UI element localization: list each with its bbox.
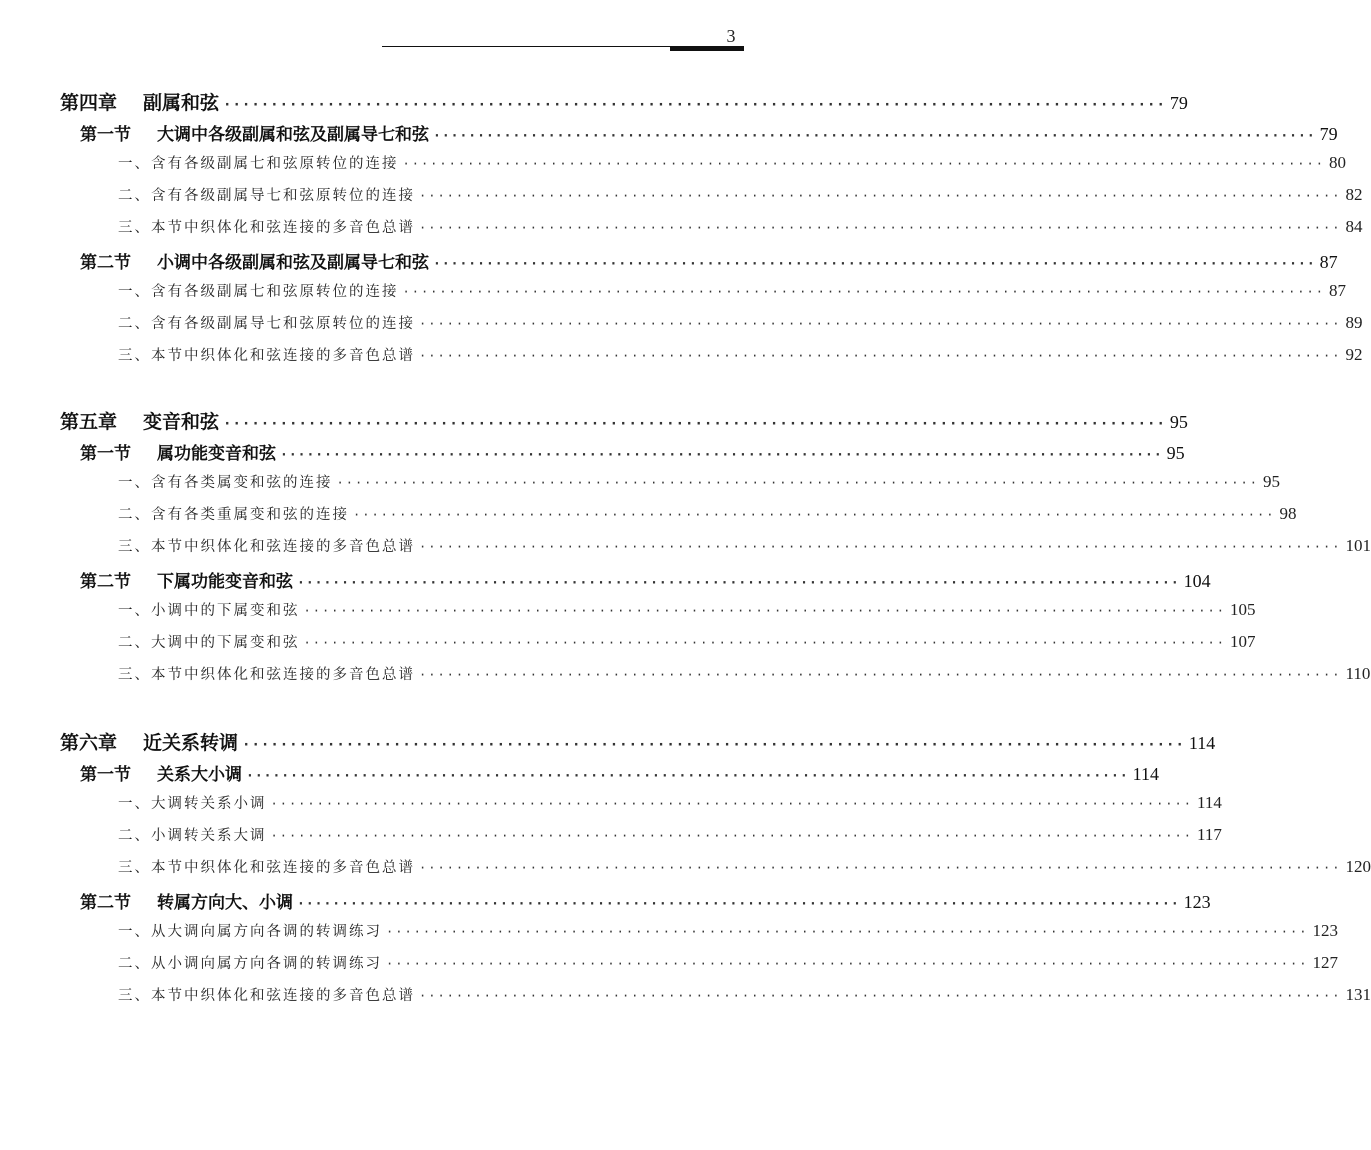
entry-number: 第一节 xyxy=(80,444,131,464)
entry-page: 131 xyxy=(1345,985,1371,1004)
entry-page: 89 xyxy=(1345,313,1363,332)
entry-number: 三、 xyxy=(118,539,151,555)
leader-dots: ···································································································· xyxy=(419,668,1342,682)
entry-number: 一、 xyxy=(118,924,151,940)
toc-item[interactable] xyxy=(118,280,1346,301)
entry-page: 123 xyxy=(1183,892,1211,912)
leader-dots: ···································································································· xyxy=(223,97,1166,113)
entry-page: 104 xyxy=(1183,571,1211,591)
entry-number: 三、 xyxy=(118,860,151,876)
entry-title: 副属和弦 xyxy=(143,92,220,114)
entry-page: 95 xyxy=(1262,472,1280,491)
entry-title: 近关系转调 xyxy=(143,732,239,754)
toc-item[interactable] xyxy=(118,663,1371,684)
entry-number: 一、 xyxy=(118,156,151,172)
entry-title: 含有各级副属七和弦原转位的连接 xyxy=(151,156,399,172)
leader-dots: ···································································································· xyxy=(297,576,1180,591)
entry-title: 本节中织体化和弦连接的多音色总谱 xyxy=(151,860,415,876)
leader-dots: ···································································································· xyxy=(280,448,1163,463)
entry-page: 87 xyxy=(1328,281,1346,300)
toc-item[interactable] xyxy=(118,599,1256,620)
entry-page: 110 xyxy=(1345,664,1371,683)
entry-page: 95 xyxy=(1169,412,1188,432)
leader-dots: ···································································································· xyxy=(419,989,1342,1003)
entry-title: 从大调向属方向各调的转调练习 xyxy=(151,924,382,940)
leader-dots: ···································································································· xyxy=(270,829,1193,843)
entry-number: 第四章 xyxy=(60,92,118,114)
entry-title: 小调中各级副属和弦及副属导七和弦 xyxy=(157,253,429,273)
entry-title: 本节中织体化和弦连接的多音色总谱 xyxy=(151,988,415,1004)
toc-chapter[interactable] xyxy=(60,407,1188,434)
leader-dots: ···································································································· xyxy=(353,508,1276,522)
toc-item[interactable] xyxy=(118,184,1363,205)
entry-title: 大调中各级副属和弦及副属导七和弦 xyxy=(157,125,429,145)
entry-title: 本节中织体化和弦连接的多音色总谱 xyxy=(151,667,415,683)
entry-title: 关系大小调 xyxy=(157,765,242,785)
toc-item[interactable] xyxy=(118,824,1222,845)
entry-title: 小调中的下属变和弦 xyxy=(151,603,300,619)
page-number: 3 xyxy=(726,26,736,46)
toc-item[interactable] xyxy=(118,152,1346,173)
entry-number: 二、 xyxy=(118,507,151,523)
entry-number: 三、 xyxy=(118,220,151,236)
entry-page: 95 xyxy=(1166,443,1185,463)
entry-page: 79 xyxy=(1169,93,1188,113)
entry-title: 属功能变音和弦 xyxy=(157,444,276,464)
toc-item[interactable] xyxy=(118,920,1338,941)
entry-number: 二、 xyxy=(118,635,151,651)
entry-number: 第一节 xyxy=(80,765,131,785)
entry-page: 114 xyxy=(1132,764,1160,784)
toc-section[interactable] xyxy=(80,439,1185,464)
leader-dots: ···································································································· xyxy=(386,925,1309,939)
toc-item[interactable] xyxy=(118,631,1256,652)
leader-dots: ···································································································· xyxy=(419,540,1342,554)
entry-page: 117 xyxy=(1196,825,1222,844)
leader-dots: ···································································································· xyxy=(270,797,1193,811)
leader-dots: ···································································································· xyxy=(242,737,1185,753)
entry-title: 转属方向大、小调 xyxy=(157,893,293,913)
entry-page: 123 xyxy=(1312,921,1338,940)
entry-title: 含有各级副属导七和弦原转位的连接 xyxy=(151,316,415,332)
entry-number: 二、 xyxy=(118,316,151,332)
entry-number: 一、 xyxy=(118,796,151,812)
entry-number: 第一节 xyxy=(80,125,131,145)
leader-dots: ···································································································· xyxy=(386,957,1309,971)
toc-section[interactable] xyxy=(80,888,1211,913)
entry-number: 二、 xyxy=(118,828,151,844)
leader-dots: ···································································································· xyxy=(433,257,1316,272)
entry-number: 第二节 xyxy=(80,253,131,273)
entry-title: 本节中织体化和弦连接的多音色总谱 xyxy=(151,220,415,236)
toc-item[interactable] xyxy=(118,344,1363,365)
toc-item[interactable] xyxy=(118,312,1363,333)
entry-title: 含有各类属变和弦的连接 xyxy=(151,475,333,491)
leader-dots: ···································································································· xyxy=(402,285,1325,299)
entry-number: 二、 xyxy=(118,956,151,972)
entry-page: 98 xyxy=(1279,504,1297,523)
toc-section[interactable] xyxy=(80,120,1338,145)
entry-title: 含有各类重属变和弦的连接 xyxy=(151,507,349,523)
toc-item[interactable] xyxy=(118,471,1280,492)
entry-page: 79 xyxy=(1319,124,1338,144)
leader-dots: ···································································································· xyxy=(419,221,1342,235)
entry-number: 二、 xyxy=(118,188,151,204)
entry-page: 105 xyxy=(1229,600,1256,619)
leader-dots: ···································································································· xyxy=(223,416,1166,432)
header-bar xyxy=(670,46,744,51)
leader-dots: ···································································································· xyxy=(419,189,1342,203)
entry-title: 小调转关系大调 xyxy=(151,828,267,844)
toc-chapter[interactable] xyxy=(60,728,1216,755)
entry-page: 107 xyxy=(1229,632,1256,651)
toc-item[interactable] xyxy=(118,503,1297,524)
entry-number: 一、 xyxy=(118,603,151,619)
toc-item[interactable] xyxy=(118,216,1363,237)
entry-number: 第二节 xyxy=(80,572,131,592)
entry-title: 本节中织体化和弦连接的多音色总谱 xyxy=(151,539,415,555)
entry-title: 从小调向属方向各调的转调练习 xyxy=(151,956,382,972)
leader-dots: ···································································································· xyxy=(246,769,1129,784)
toc-item[interactable] xyxy=(118,856,1371,877)
entry-page: 84 xyxy=(1345,217,1363,236)
toc-item[interactable] xyxy=(118,984,1371,1005)
entry-number: 三、 xyxy=(118,667,151,683)
leader-dots: ···································································································· xyxy=(419,861,1342,875)
toc-item[interactable] xyxy=(118,952,1338,973)
entry-title: 下属功能变音和弦 xyxy=(157,572,293,592)
entry-number: 一、 xyxy=(118,284,151,300)
leader-dots: ···································································································· xyxy=(433,129,1316,144)
toc-chapter[interactable] xyxy=(60,88,1188,115)
leader-dots: ···································································································· xyxy=(336,476,1259,490)
leader-dots: ···································································································· xyxy=(402,157,1325,171)
entry-page: 82 xyxy=(1345,185,1363,204)
entry-number: 三、 xyxy=(118,348,151,364)
entry-page: 80 xyxy=(1328,153,1346,172)
entry-page: 114 xyxy=(1196,793,1222,812)
entry-page: 87 xyxy=(1319,252,1338,272)
entry-number: 第五章 xyxy=(60,411,118,433)
toc-section[interactable] xyxy=(80,248,1338,273)
entry-title: 含有各级副属导七和弦原转位的连接 xyxy=(151,188,415,204)
leader-dots: ···································································································· xyxy=(303,636,1226,650)
entry-title: 大调转关系小调 xyxy=(151,796,267,812)
toc-item[interactable] xyxy=(118,792,1222,813)
entry-page: 127 xyxy=(1312,953,1338,972)
leader-dots: ···································································································· xyxy=(297,897,1180,912)
entry-number: 第二节 xyxy=(80,893,131,913)
toc-section[interactable] xyxy=(80,567,1211,592)
entry-page: 114 xyxy=(1188,733,1216,753)
entry-page: 101 xyxy=(1345,536,1371,555)
entry-title: 变音和弦 xyxy=(143,411,220,433)
entry-number: 一、 xyxy=(118,475,151,491)
leader-dots: ···································································································· xyxy=(419,349,1342,363)
toc-section[interactable] xyxy=(80,760,1160,785)
entry-number: 第六章 xyxy=(60,732,118,754)
entry-title: 大调中的下属变和弦 xyxy=(151,635,300,651)
leader-dots: ···································································································· xyxy=(419,317,1342,331)
toc-item[interactable] xyxy=(118,535,1371,556)
entry-page: 92 xyxy=(1345,345,1363,364)
entry-number: 三、 xyxy=(118,988,151,1004)
entry-title: 本节中织体化和弦连接的多音色总谱 xyxy=(151,348,415,364)
leader-dots: ···································································································· xyxy=(303,604,1226,618)
entry-title: 含有各级副属七和弦原转位的连接 xyxy=(151,284,399,300)
entry-page: 120 xyxy=(1345,857,1371,876)
